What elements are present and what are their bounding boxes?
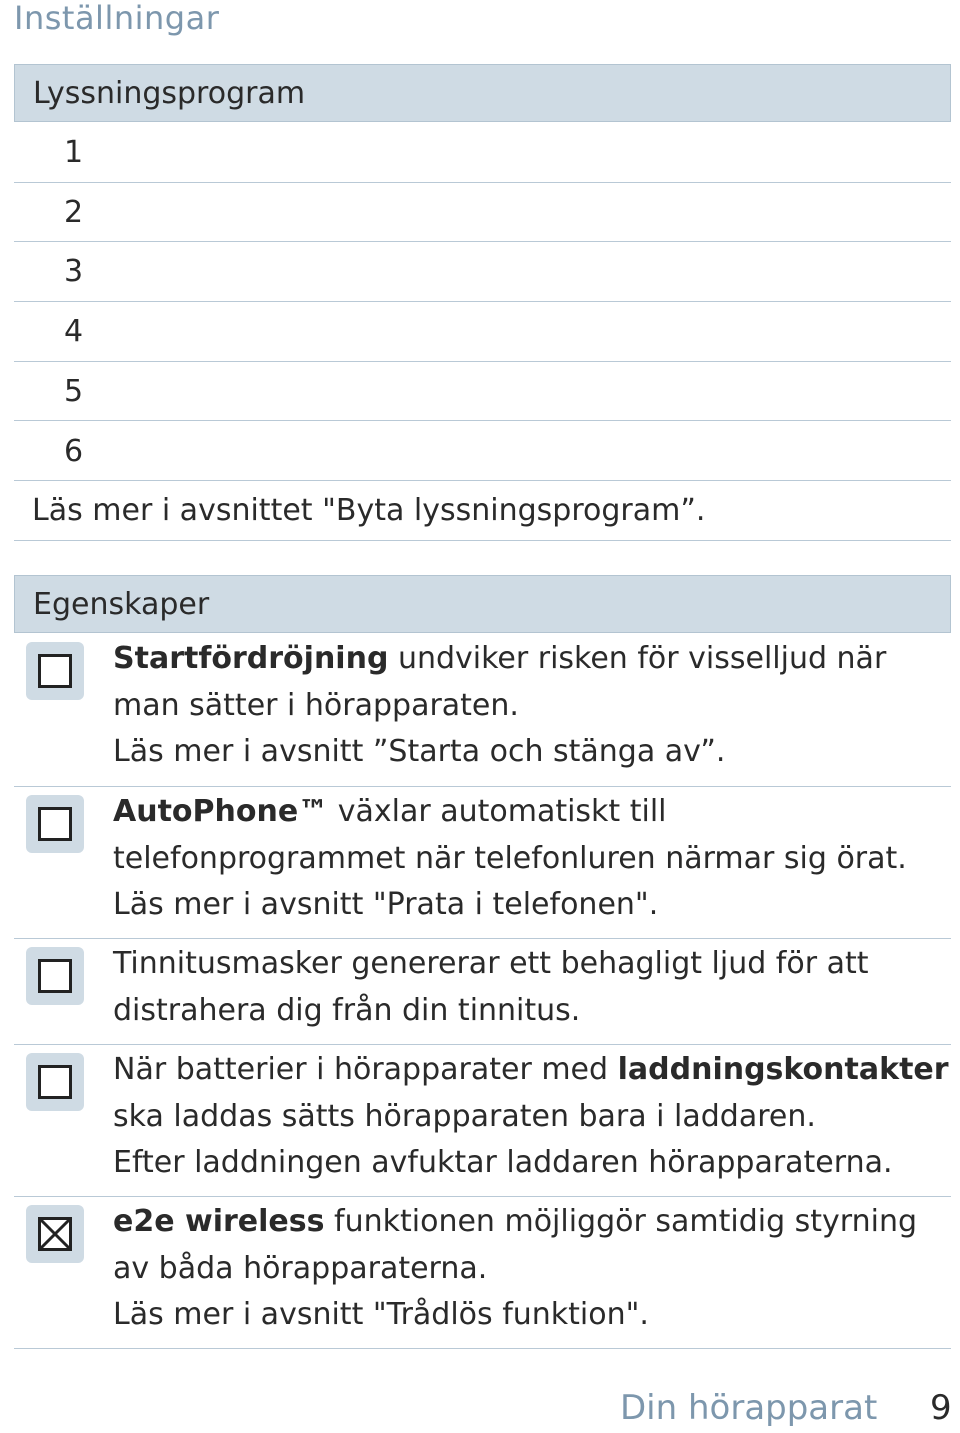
feature-reference: Läs mer i avsnitt "Prata i telefonen". [113, 887, 659, 922]
feature-bold-label: AutoPhone™ [113, 794, 329, 829]
footer-section-title: Din hörapparat [620, 1388, 878, 1428]
checkbox-empty-icon [38, 959, 72, 993]
checkbox-empty-icon [38, 807, 72, 841]
program-row-3: 3 [14, 242, 951, 302]
checkbox-checked-icon [38, 1217, 72, 1251]
programs-header: Lyssningsprogram [14, 64, 951, 122]
feature-description: växlar automatiskt till telefonprogrammet när telefonluren närmar sig örat. [113, 794, 907, 876]
checkbox-charging [26, 1053, 84, 1111]
features-header: Egenskaper [14, 575, 951, 633]
checkbox-autophone [26, 795, 84, 853]
feature-description: funktionen möjliggör samtidig styrning av båda hörapparaterna. [113, 1204, 918, 1286]
feature-text [113, 1047, 951, 1187]
feature-e2e-wireless [14, 1197, 951, 1349]
feature-start-delay [14, 634, 951, 787]
program-row-4: 4 [14, 302, 951, 362]
checkbox-start-delay [26, 642, 84, 700]
feature-bold-label: e2e wireless [113, 1204, 325, 1239]
feature-bold-label: laddningskontakter [617, 1052, 949, 1087]
program-row-2: 2 [14, 183, 951, 243]
feature-reference: Läs mer i avsnitt "Trådlös funktion". [113, 1297, 649, 1332]
feature-charging [14, 1045, 951, 1197]
programs-note: Läs mer i avsnittet "Byta lyssningsprogram”. [14, 481, 951, 541]
checkbox-e2e-wireless [26, 1205, 84, 1263]
feature-text [113, 941, 951, 1034]
program-row-1: 1 [14, 123, 951, 183]
feature-reference: Läs mer i avsnitt ”Starta och stänga av”. [113, 734, 726, 769]
feature-text [113, 789, 951, 929]
page-number: 9 [930, 1388, 952, 1428]
page-title: Inställningar [14, 0, 220, 37]
checkbox-empty-icon [38, 1065, 72, 1099]
feature-bold-label: Startfördröjning [113, 641, 389, 676]
feature-reference: Efter laddningen avfuktar laddaren hörapparaterna. [113, 1145, 893, 1180]
feature-text [113, 1199, 951, 1339]
checkbox-empty-icon [38, 654, 72, 688]
feature-description: ska laddas sätts hörapparaten bara i laddaren. [113, 1098, 816, 1134]
feature-description-pre: När batterier i hörapparater med [113, 1052, 618, 1087]
feature-description: undviker risken för visselljud när man sätter i hörapparaten. [113, 641, 887, 723]
program-row-6: 6 [14, 422, 951, 482]
feature-text [113, 636, 951, 776]
checkbox-tinnitus [26, 947, 84, 1005]
feature-description: Tinnitusmasker genererar ett behagligt ljud för att distrahera dig från din tinnitus. [113, 946, 869, 1028]
program-row-5: 5 [14, 362, 951, 422]
feature-tinnitus [14, 939, 951, 1045]
feature-autophone [14, 787, 951, 939]
